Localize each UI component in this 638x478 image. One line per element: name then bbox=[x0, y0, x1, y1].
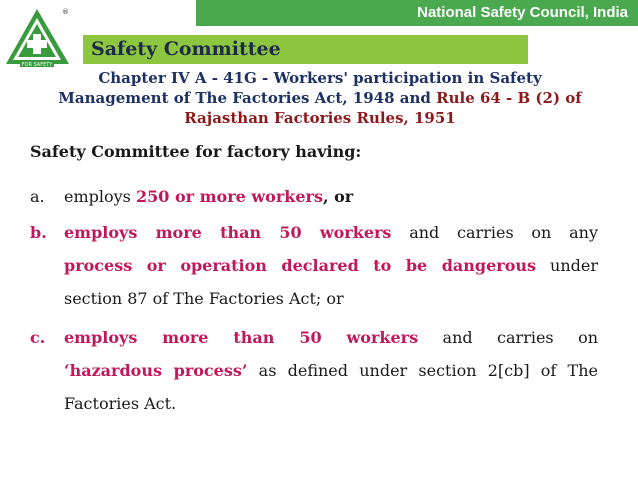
item-c-text-1: and carries on bbox=[418, 328, 598, 347]
chapter-line-1: Chapter IV A - 41G - Workers' participation in Safety bbox=[98, 69, 542, 87]
item-b-text-2: under bbox=[536, 256, 598, 275]
section-heading: Safety Committee for factory having: bbox=[30, 142, 362, 161]
registered-mark: ® bbox=[62, 8, 69, 16]
list-marker-c: c. bbox=[30, 328, 46, 347]
page-title: Safety Committee bbox=[91, 38, 281, 60]
item-a-text-2: , or bbox=[322, 187, 354, 206]
chapter-line-3: Rajasthan Factories Rules, 1951 bbox=[184, 109, 456, 127]
rule-reference: Rule 64 - B (2) of bbox=[436, 89, 582, 107]
item-b-text-1: and carries on any bbox=[391, 223, 598, 242]
item-b-highlight-2: process or operation declared to be dangerous bbox=[64, 256, 537, 275]
organization-name: National Safety Council, India bbox=[417, 4, 628, 21]
list-marker-b: b. bbox=[30, 223, 47, 242]
item-c-line-2 bbox=[64, 354, 598, 387]
item-c-line-3: Factories Act. bbox=[64, 394, 177, 413]
item-c-line-1 bbox=[64, 321, 598, 354]
list-item-b bbox=[30, 216, 598, 315]
item-b-line-1 bbox=[64, 216, 598, 249]
item-b-highlight-1: employs more than 50 workers bbox=[64, 223, 392, 242]
green-cross-logo bbox=[4, 4, 74, 68]
list-marker-a: a. bbox=[30, 187, 45, 206]
item-b-line-3: section 87 of The Factories Act; or bbox=[64, 289, 344, 308]
item-c-text-2: as defined under section 2[cb] of The bbox=[247, 361, 598, 380]
item-a-highlight: 250 or more workers bbox=[135, 187, 323, 206]
item-a-text-1: employs bbox=[64, 187, 136, 206]
chapter-line-2 bbox=[22, 88, 618, 108]
logo-caption: FOR SAFETY bbox=[21, 62, 53, 68]
act-reference: Management of The Factories Act, 1948 bbox=[58, 89, 395, 107]
item-c-highlight-2: ‘hazardous process’ bbox=[64, 361, 248, 380]
and-connector: and bbox=[394, 89, 437, 107]
title-bar bbox=[83, 35, 528, 64]
header-bar bbox=[196, 0, 638, 26]
chapter-reference bbox=[22, 68, 618, 128]
list-item-c bbox=[30, 321, 598, 420]
list-item-a bbox=[30, 180, 598, 213]
item-c-highlight-1: employs more than 50 workers bbox=[64, 328, 419, 347]
item-b-line-2 bbox=[64, 249, 598, 282]
